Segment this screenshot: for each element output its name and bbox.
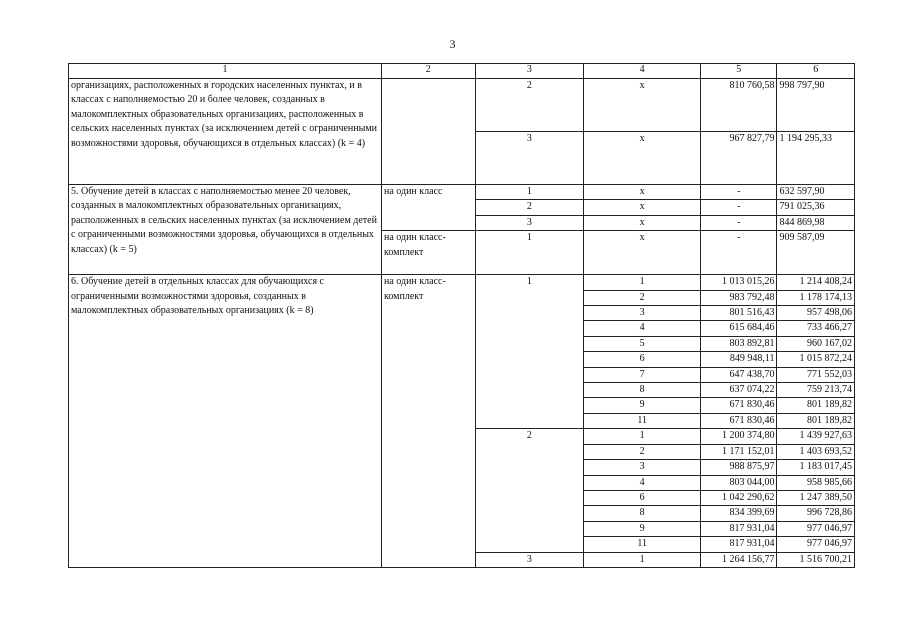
table-cell: 671 830,46 (701, 398, 777, 413)
table-cell: 7 (584, 367, 701, 382)
table-cell: 1 403 693,52 (777, 444, 855, 459)
table-cell: 817 931,04 (701, 537, 777, 552)
table-cell: x (584, 79, 701, 132)
table-cell: 967 827,79 (701, 132, 777, 185)
table-cell: 2 (584, 290, 701, 305)
table-row (69, 275, 855, 290)
table-cell: 733 466,27 (777, 321, 855, 336)
table-cell: 977 046,97 (777, 521, 855, 536)
table-cell: 11 (584, 413, 701, 428)
table-cell: 834 399,69 (701, 506, 777, 521)
table-cell: 791 025,36 (777, 200, 855, 215)
section1-description: организациях, расположенных в городских населенных пунктах, и в классах с наполняемостью 20 и более человек, созданных в малокомплектных образовательных организациях, расположенных в сельских населенных пунктах (за исключением детей с ограниченными возможностями здоровья, обучающихся в отдельных классах) (k = 4) (69, 79, 382, 185)
table-cell: 9 (584, 521, 701, 536)
table-cell: 3 (584, 460, 701, 475)
table-cell: 3 (584, 306, 701, 321)
table-cell: 983 792,48 (701, 290, 777, 305)
table-cell: 632 597,90 (777, 185, 855, 200)
table-cell: 4 (584, 321, 701, 336)
section2-group2-label: на один класс-комплект (381, 231, 475, 275)
tariff-table (68, 63, 855, 568)
table-cell: x (584, 215, 701, 230)
table-cell: 810 760,58 (701, 79, 777, 132)
table-cell: 671 830,46 (701, 413, 777, 428)
table-cell: 1 (584, 429, 701, 444)
table-cell: 9 (584, 398, 701, 413)
table-cell: 1 183 017,45 (777, 460, 855, 475)
table-cell: 6 (584, 490, 701, 505)
table-cell: - (701, 215, 777, 230)
header-cell: 4 (584, 64, 701, 79)
header-cell: 6 (777, 64, 855, 79)
table-cell: 637 074,22 (701, 383, 777, 398)
table-cell: 1 042 290,62 (701, 490, 777, 505)
table-cell: 1 (584, 552, 701, 567)
section2-description: 5. Обучение детей в классах с наполняемостью менее 20 человек, созданных в малокомплектных образовательных организациях, расположенных в сельских населенных пунктах (за исключением детей с ограниченными возможностями здоровья, обучающихся в отдельных классах) (k = 5) (69, 185, 382, 275)
table-cell: 1 194 295,33 (777, 132, 855, 185)
table-cell: 1 200 374,80 (701, 429, 777, 444)
table-cell: 3 (475, 215, 584, 230)
table-cell: 615 684,46 (701, 321, 777, 336)
table-cell: 771 552,03 (777, 367, 855, 382)
table-cell: 1 (475, 185, 584, 200)
table-cell: 801 189,82 (777, 413, 855, 428)
table-cell: 1 178 174,13 (777, 290, 855, 305)
table-cell: 960 167,02 (777, 336, 855, 351)
table-cell: 4 (584, 475, 701, 490)
table-cell: - (701, 200, 777, 215)
table-cell: x (584, 231, 701, 275)
section3-group3-c3: 3 (475, 552, 584, 567)
table-cell: 8 (584, 506, 701, 521)
table-cell: 801 189,82 (777, 398, 855, 413)
page-number: 3 (449, 37, 456, 51)
table-cell: 1 171 152,01 (701, 444, 777, 459)
table-cell: 1 013 015,26 (701, 275, 777, 290)
table-cell: x (584, 132, 701, 185)
table-cell: 6 (584, 352, 701, 367)
table-cell: x (584, 200, 701, 215)
section3-group2-c3: 2 (475, 429, 584, 552)
table-cell: - (701, 231, 777, 275)
table-cell: 647 438,70 (701, 367, 777, 382)
table-cell: 977 046,97 (777, 537, 855, 552)
table-cell: 909 587,09 (777, 231, 855, 275)
header-cell: 3 (475, 64, 584, 79)
table-cell: 1 (584, 275, 701, 290)
table-cell: 1 (475, 231, 584, 275)
header-cell: 5 (701, 64, 777, 79)
section3-group1-c3: 1 (475, 275, 584, 429)
table-cell: - (701, 185, 777, 200)
table-cell: 1 247 389,50 (777, 490, 855, 505)
table-cell: 988 875,97 (701, 460, 777, 475)
table-cell: 1 439 927,63 (777, 429, 855, 444)
section2-group1-label: на один класс (381, 185, 475, 231)
table-cell: 3 (475, 132, 584, 185)
section3-description: 6. Обучение детей в отдельных классах для обучающихся с ограниченными возможностями здоровья, созданных в малокомплектных образовательных организациях (k = 8) (69, 275, 382, 568)
table-cell: 5 (584, 336, 701, 351)
header-cell: 1 (69, 64, 382, 79)
table-cell: 1 264 156,77 (701, 552, 777, 567)
table-cell: 759 213,74 (777, 383, 855, 398)
table-cell: 2 (584, 444, 701, 459)
table-cell: 11 (584, 537, 701, 552)
table-cell: 844 869,98 (777, 215, 855, 230)
table-cell: 2 (475, 200, 584, 215)
header-cell: 2 (381, 64, 475, 79)
section1-col2 (381, 79, 475, 185)
table-cell: 958 985,66 (777, 475, 855, 490)
table-cell: 1 516 700,21 (777, 552, 855, 567)
table-cell: 801 516,43 (701, 306, 777, 321)
table-cell: 849 948,11 (701, 352, 777, 367)
table-cell: 957 498,06 (777, 306, 855, 321)
table-cell: 1 214 408,24 (777, 275, 855, 290)
table-cell: 996 728,86 (777, 506, 855, 521)
header-row (69, 64, 855, 79)
table-cell: 998 797,90 (777, 79, 855, 132)
table-cell: 803 044,00 (701, 475, 777, 490)
section3-label: на один класс-комплект (381, 275, 475, 568)
table-cell: 817 931,04 (701, 521, 777, 536)
table-row (69, 185, 855, 200)
table-cell: 803 892,81 (701, 336, 777, 351)
table-cell: 2 (475, 79, 584, 132)
table-cell: x (584, 185, 701, 200)
table-cell: 1 015 872,24 (777, 352, 855, 367)
table-cell: 8 (584, 383, 701, 398)
table-row (69, 79, 855, 132)
